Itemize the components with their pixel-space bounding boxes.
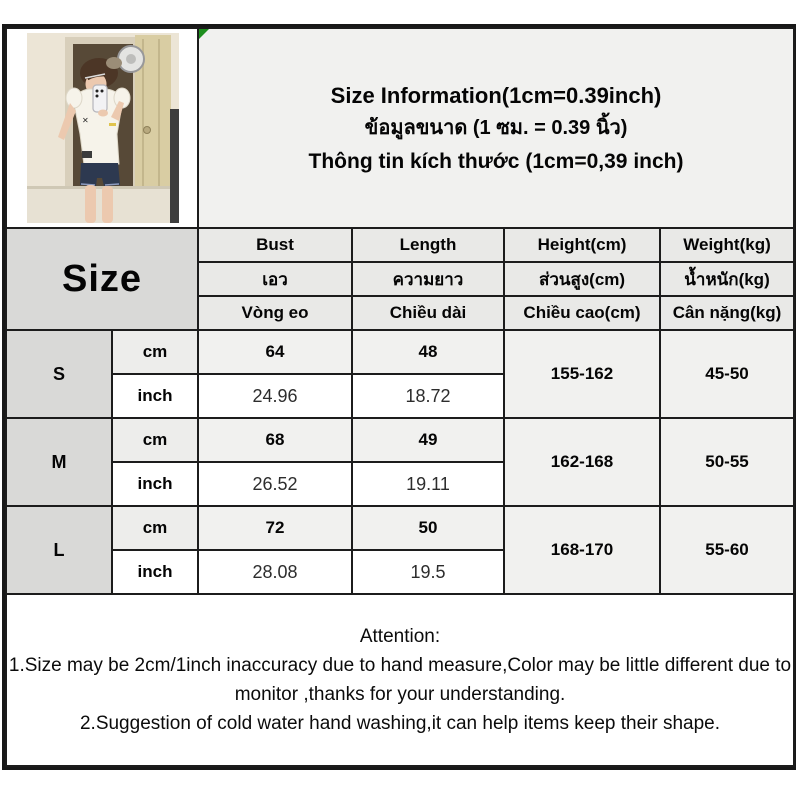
l-bust-inch: 28.08 xyxy=(198,550,352,594)
attention-cell xyxy=(6,594,794,766)
attention-row xyxy=(6,594,794,766)
photo-title-row xyxy=(6,28,794,228)
hand xyxy=(98,110,108,117)
s-length-cm: 48 xyxy=(352,330,504,374)
attention-note-1: 1.Size may be 2cm/1inch inaccuracy due to hand measure,Color may be little different due to monitor ,thanks for your understanding. xyxy=(8,655,792,705)
l-length-inch: 19.5 xyxy=(352,550,504,594)
table-row-l-cm xyxy=(6,506,794,550)
attention-heading: Attention: xyxy=(359,626,441,647)
unit-label-inch: inch xyxy=(112,550,198,594)
leg xyxy=(85,185,96,223)
size-label-l: L xyxy=(6,506,112,594)
l-length-cm: 50 xyxy=(352,506,504,550)
l-bust-cm: 72 xyxy=(198,506,352,550)
tee-hem-patch xyxy=(82,151,92,158)
size-corner-header: Size xyxy=(6,228,198,330)
col-header-length-en: Length xyxy=(352,228,504,262)
m-bust-cm: 68 xyxy=(198,418,352,462)
size-chart-sheet xyxy=(2,24,796,770)
col-header-weight-en: Weight(kg) xyxy=(660,228,794,262)
green-corner-marker-icon xyxy=(199,29,209,39)
header-row-en xyxy=(6,228,794,262)
s-height-range: 155-162 xyxy=(504,330,660,418)
col-header-height-en: Height(cm) xyxy=(504,228,660,262)
unit-label-inch: inch xyxy=(112,374,198,418)
col-header-height-vi: Chiều cao(cm) xyxy=(504,296,660,330)
l-height-range: 168-170 xyxy=(504,506,660,594)
m-weight-range: 50-55 xyxy=(660,418,794,506)
s-bust-cm: 64 xyxy=(198,330,352,374)
claw-clip xyxy=(106,57,122,69)
size-label-s: S xyxy=(6,330,112,418)
m-height-range: 162-168 xyxy=(504,418,660,506)
table-row-m-cm xyxy=(6,418,794,462)
title-cell xyxy=(198,28,794,228)
title-thai: ข้อมูลขนาด (1 ซม. = 0.39 นิ้ว) xyxy=(364,116,628,139)
s-length-inch: 18.72 xyxy=(352,374,504,418)
col-header-bust-vi: Vòng eo xyxy=(198,296,352,330)
m-length-cm: 49 xyxy=(352,418,504,462)
unit-label-inch: inch xyxy=(112,462,198,506)
m-length-inch: 19.11 xyxy=(352,462,504,506)
col-header-length-vi: Chiều dài xyxy=(352,296,504,330)
mirror-edge xyxy=(170,109,179,223)
unit-label-cm: cm xyxy=(112,418,198,462)
tee-logo-mark: ✕ xyxy=(82,116,89,125)
phone xyxy=(93,85,107,112)
title-english: Size Information(1cm=0.39inch) xyxy=(330,82,662,108)
unit-label-cm: cm xyxy=(112,506,198,550)
col-header-height-th: ส่วนสูง(cm) xyxy=(504,262,660,296)
bracelet xyxy=(109,123,116,126)
leg xyxy=(102,186,113,223)
model-selfie-illustration xyxy=(27,33,179,223)
col-header-length-th: ความยาว xyxy=(352,262,504,296)
unit-label-cm: cm xyxy=(112,330,198,374)
m-bust-inch: 26.52 xyxy=(198,462,352,506)
table-row-s-cm xyxy=(6,330,794,374)
l-weight-range: 55-60 xyxy=(660,506,794,594)
attention-note-2: 2.Suggestion of cold water hand washing,it can help items keep their shape. xyxy=(79,713,721,734)
product-photo xyxy=(7,29,198,227)
size-label-m: M xyxy=(6,418,112,506)
col-header-weight-th: น้ำหนัก(kg) xyxy=(660,262,794,296)
s-bust-inch: 24.96 xyxy=(198,374,352,418)
s-weight-range: 45-50 xyxy=(660,330,794,418)
door-knob xyxy=(144,127,151,134)
size-table xyxy=(5,27,795,767)
col-header-bust-en: Bust xyxy=(198,228,352,262)
title-vietnamese: Thông tin kích thước (1cm=0,39 inch) xyxy=(308,149,684,173)
col-header-weight-vi: Cân nặng(kg) xyxy=(660,296,794,330)
product-photo-cell xyxy=(6,28,198,228)
col-header-bust-th: เอว xyxy=(198,262,352,296)
